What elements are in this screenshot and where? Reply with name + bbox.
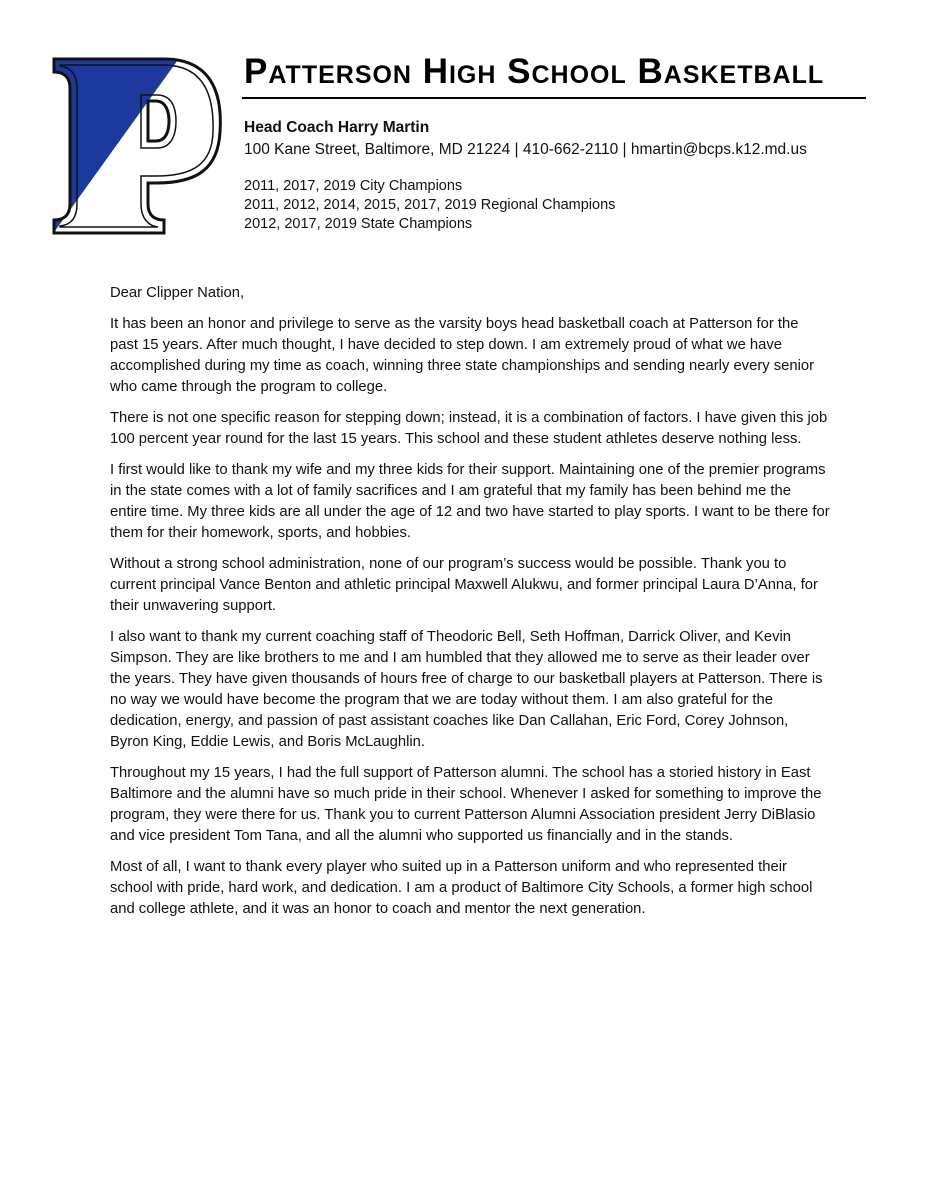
paragraph-reason: There is not one specific reason for stepping down; instead, it is a combination of factors. I have given this job 100 percent year round for the last 15 years. This school and these student athletes deserve nothing less.	[110, 410, 828, 447]
paragraph-family: I first would like to thank my wife and my three kids for their support. Maintaining one of the premier programs in the state comes with a lot of family sacrifices and I am grateful that my family has been behind me the entire time. My three kids are all under the age of 12 and two have started to play sports. I want to be there for them for their homework, sports, and hobbies.	[110, 462, 830, 541]
logo-counter	[148, 101, 169, 141]
paragraph-alumni: Throughout my 15 years, I had the full support of Patterson alumni. The school has a storied history in East Baltimore and the alumni have so much pride in their school. Whenever I asked for something to improve the program, they were there for us. Thank you to current Patterson Alumni Association president Jerry DiBlasio and vice president Tom Tana, and all the alumni who supported us financially and in the stands.	[110, 765, 822, 844]
paragraph-announcement: It has been an honor and privilege to serve as the varsity boys head basketball coach at Patterson for the past 15 years. After much thought, I have decided to step down. I am extremely proud of what we have accomplished during my time as coach, winning three state championships and sending nearly every senior who came through the program to college.	[110, 316, 815, 395]
championship-honors	[244, 177, 615, 234]
paragraph-players: Most of all, I want to thank every player who suited up in a Patterson uniform and who represented their school with pride, hard work, and dedication. I am a product of Baltimore City Schools, a former high school and college athlete, and it was an honor to coach and mentor the next generation.	[110, 859, 813, 917]
paragraph-administration: Without a strong school administration, none of our program’s success would be possible. Thank you to current principal Vance Benton and athletic principal Maxwell Alukwu, and former principal Laura D’Anna, for their unwavering support.	[110, 556, 818, 614]
header-divider	[242, 97, 866, 99]
patterson-p-logo-graphic	[52, 57, 224, 235]
paragraph-coaching-staff: I also want to thank my current coaching staff of Theodoric Bell, Seth Hoffman, Darrick Oliver, and Kevin Simpson. They are like brothers to me and I am humbled that they allowed me to serve as their leader over the years. They have given thousands of hours free of charge to our basketball players at Patterson. There is no way we would have become the program that we are today without them. I am also grateful for the dedication, energy, and passion of past assistant coaches like Dan Callahan, Eric Ford, Corey Johnson, Byron King, Eddie Lewis, and Boris McLaughlin.	[110, 629, 823, 750]
letter-body	[110, 283, 830, 930]
coach-name: Head Coach Harry Martin	[244, 119, 430, 136]
school-name-heading: Patterson High School Basketball	[244, 52, 825, 91]
honor-line-regional: 2011, 2012, 2014, 2015, 2017, 2019 Regional Champions	[244, 197, 616, 213]
contact-info: 100 Kane Street, Baltimore, MD 21224 | 410-662-2110 | hmartin@bcps.k12.md.us	[244, 141, 807, 158]
honor-line-city: 2011, 2017, 2019 City Champions	[244, 178, 463, 194]
patterson-p-logo	[52, 57, 224, 235]
salutation: Dear Clipper Nation,	[110, 285, 245, 301]
honor-line-state: 2012, 2017, 2019 State Champions	[244, 216, 473, 232]
